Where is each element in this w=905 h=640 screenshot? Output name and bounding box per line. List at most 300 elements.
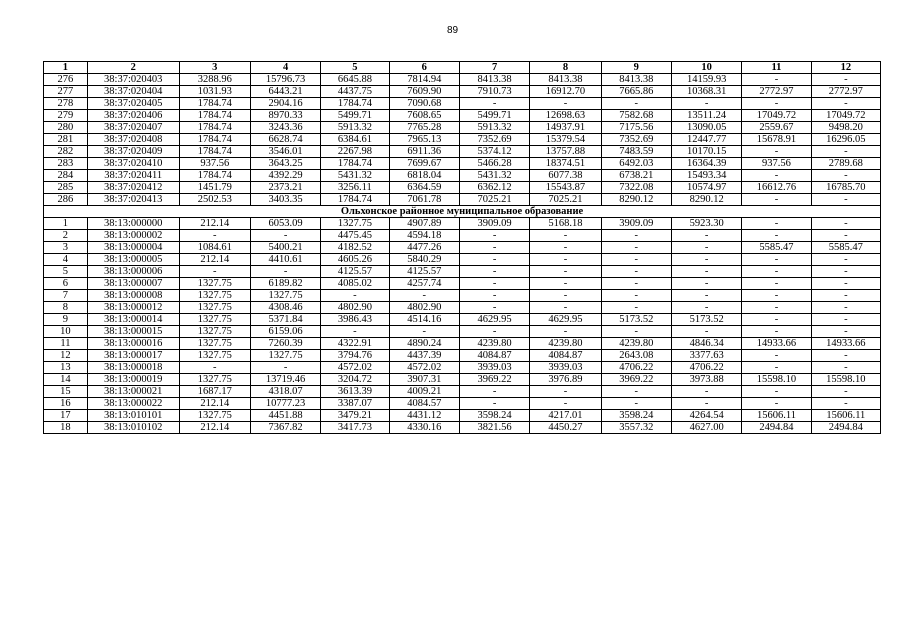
table-cell: 38:37:020411 <box>87 170 179 182</box>
table-cell: 4706.22 <box>671 362 741 374</box>
table-cell: 1784.74 <box>321 194 389 206</box>
table-cell: 4846.34 <box>671 338 741 350</box>
column-header: 4 <box>250 62 320 74</box>
column-header: 9 <box>601 62 671 74</box>
table-cell: 14 <box>44 374 88 386</box>
table-cell: 277 <box>44 86 88 98</box>
table-cell: 7765.28 <box>389 122 459 134</box>
table-cell: 1327.75 <box>321 218 389 230</box>
table-cell: - <box>742 350 811 362</box>
table-cell: - <box>530 398 601 410</box>
table-cell: 15598.10 <box>742 374 811 386</box>
table-cell: 5913.32 <box>321 122 389 134</box>
table-cell: 5173.52 <box>671 314 741 326</box>
table-cell: - <box>742 386 811 398</box>
table-cell: 38:37:020413 <box>87 194 179 206</box>
table-cell: 937.56 <box>742 158 811 170</box>
table-cell: 13757.88 <box>530 146 601 158</box>
table-cell: 6628.74 <box>250 134 320 146</box>
table-cell: 4706.22 <box>601 362 671 374</box>
table-row <box>44 422 881 434</box>
table-cell: 3598.24 <box>601 410 671 422</box>
table-cell: 2559.67 <box>742 122 811 134</box>
table-cell: - <box>530 230 601 242</box>
table-cell: - <box>742 278 811 290</box>
table-cell: - <box>459 398 529 410</box>
table-cell: 13511.24 <box>671 110 741 122</box>
table-cell: - <box>811 302 880 314</box>
table-cell: 5431.32 <box>321 170 389 182</box>
table-row <box>44 242 881 254</box>
table-cell: 5840.29 <box>389 254 459 266</box>
table-cell: 7352.69 <box>459 134 529 146</box>
table-cell: - <box>459 302 529 314</box>
table-cell: - <box>811 194 880 206</box>
table-cell: - <box>811 218 880 230</box>
table-row <box>44 410 881 422</box>
table-cell: - <box>601 398 671 410</box>
table-cell: - <box>459 278 529 290</box>
table-cell: 15 <box>44 386 88 398</box>
table-cell: 1327.75 <box>179 302 250 314</box>
table-cell: 38:37:020412 <box>87 182 179 194</box>
table-cell: 4437.39 <box>389 350 459 362</box>
table-cell: 8 <box>44 302 88 314</box>
table-cell: - <box>742 74 811 86</box>
table-cell: 6053.09 <box>250 218 320 230</box>
table-cell: 38:13:000017 <box>87 350 179 362</box>
table-cell: 2 <box>44 230 88 242</box>
table-cell: 7483.59 <box>601 146 671 158</box>
table-cell: 3986.43 <box>321 314 389 326</box>
table-cell: 3403.35 <box>250 194 320 206</box>
table-cell: 38:13:010102 <box>87 422 179 434</box>
table-cell: - <box>179 230 250 242</box>
table-cell: - <box>530 266 601 278</box>
table-cell: 6384.61 <box>321 134 389 146</box>
table-row <box>44 158 881 170</box>
table-cell: 4084.87 <box>530 350 601 362</box>
table-cell: - <box>742 314 811 326</box>
table-cell: 3557.32 <box>601 422 671 434</box>
table-cell: - <box>742 326 811 338</box>
table-cell: 15379.54 <box>530 134 601 146</box>
table-cell: 7582.68 <box>601 110 671 122</box>
table-cell: - <box>811 170 880 182</box>
table-cell: 7965.13 <box>389 134 459 146</box>
table-cell: 1327.75 <box>179 326 250 338</box>
table-cell: - <box>250 230 320 242</box>
table-cell: 1327.75 <box>179 350 250 362</box>
table-cell: 4308.46 <box>250 302 320 314</box>
table-cell: - <box>742 170 811 182</box>
table-cell: 4392.29 <box>250 170 320 182</box>
table-cell: 3288.96 <box>179 74 250 86</box>
table-cell: 6443.21 <box>250 86 320 98</box>
table-cell: 7061.78 <box>389 194 459 206</box>
table-cell: 4182.52 <box>321 242 389 254</box>
table-cell: 16912.70 <box>530 86 601 98</box>
table-cell: - <box>459 242 529 254</box>
table-cell: 38:13:000019 <box>87 374 179 386</box>
table-row <box>44 302 881 314</box>
table-cell: 8290.12 <box>671 194 741 206</box>
table-row <box>44 338 881 350</box>
table-cell: - <box>530 242 601 254</box>
table-cell: - <box>671 98 741 110</box>
data-table <box>43 61 881 434</box>
table-cell: 3821.56 <box>459 422 529 434</box>
table-cell: 283 <box>44 158 88 170</box>
table-cell: - <box>601 266 671 278</box>
column-header: 2 <box>87 62 179 74</box>
table-row <box>44 326 881 338</box>
table-cell: 4239.80 <box>601 338 671 350</box>
table-cell: - <box>601 242 671 254</box>
table-cell: - <box>601 98 671 110</box>
table-cell: 5173.52 <box>601 314 671 326</box>
table-cell: 10574.97 <box>671 182 741 194</box>
table-cell: 212.14 <box>179 218 250 230</box>
table-cell: 278 <box>44 98 88 110</box>
table-cell: 7322.08 <box>601 182 671 194</box>
table-cell: 6645.88 <box>321 74 389 86</box>
table-cell: - <box>530 290 601 302</box>
table-cell: 3969.22 <box>459 374 529 386</box>
table-cell: 9 <box>44 314 88 326</box>
table-cell: - <box>811 230 880 242</box>
table-cell: 4627.00 <box>671 422 741 434</box>
column-header: 5 <box>321 62 389 74</box>
table-row <box>44 266 881 278</box>
table-cell: 2494.84 <box>742 422 811 434</box>
table-cell: - <box>530 386 601 398</box>
table-cell: 4239.80 <box>530 338 601 350</box>
table-row <box>44 254 881 266</box>
table-cell: 4437.75 <box>321 86 389 98</box>
table-cell: 6818.04 <box>389 170 459 182</box>
table-cell: 7665.86 <box>601 86 671 98</box>
table-cell: - <box>530 254 601 266</box>
table-cell: 10 <box>44 326 88 338</box>
table-row <box>44 230 881 242</box>
table-cell: 2494.84 <box>811 422 880 434</box>
table-cell: 3794.76 <box>321 350 389 362</box>
table-cell: 13 <box>44 362 88 374</box>
table-cell: 282 <box>44 146 88 158</box>
table-cell: 7910.73 <box>459 86 529 98</box>
table-cell: 5400.21 <box>250 242 320 254</box>
table-cell: 2904.16 <box>250 98 320 110</box>
table-cell: 8413.38 <box>530 74 601 86</box>
table-cell: 3909.09 <box>459 218 529 230</box>
table-cell: 7609.90 <box>389 86 459 98</box>
table-cell: 1327.75 <box>179 278 250 290</box>
table-row <box>44 398 881 410</box>
column-header: 3 <box>179 62 250 74</box>
table-row <box>44 110 881 122</box>
table-cell: 5 <box>44 266 88 278</box>
table-cell: 7367.82 <box>250 422 320 434</box>
table-cell: 38:13:000016 <box>87 338 179 350</box>
table-cell: - <box>742 254 811 266</box>
table-cell: 13090.05 <box>671 122 741 134</box>
table-cell: 5499.71 <box>321 110 389 122</box>
table-cell: 5374.12 <box>459 146 529 158</box>
table-cell: 4605.26 <box>321 254 389 266</box>
table-cell: - <box>742 302 811 314</box>
table-cell: - <box>671 290 741 302</box>
table-cell: 3939.03 <box>459 362 529 374</box>
table-cell: 1327.75 <box>179 290 250 302</box>
table-cell: - <box>742 266 811 278</box>
section-row <box>44 206 881 218</box>
table-cell: 3204.72 <box>321 374 389 386</box>
table-cell: - <box>671 302 741 314</box>
table-cell: - <box>742 218 811 230</box>
table-cell: 4907.89 <box>389 218 459 230</box>
table-cell: 38:37:020408 <box>87 134 179 146</box>
table-cell: 7814.94 <box>389 74 459 86</box>
table-cell: 4084.57 <box>389 398 459 410</box>
table-cell: 14159.93 <box>671 74 741 86</box>
table-cell: 7260.39 <box>250 338 320 350</box>
table-cell: 18 <box>44 422 88 434</box>
table-row <box>44 314 881 326</box>
table-cell: 3546.01 <box>250 146 320 158</box>
table-cell: 10170.15 <box>671 146 741 158</box>
table-cell: 38:13:000012 <box>87 302 179 314</box>
table-cell: 1327.75 <box>179 338 250 350</box>
table-cell: - <box>530 278 601 290</box>
table-cell: - <box>742 194 811 206</box>
table-cell: 38:13:000015 <box>87 326 179 338</box>
table-cell: 4477.26 <box>389 242 459 254</box>
table-cell: - <box>459 326 529 338</box>
table-cell: 12698.63 <box>530 110 601 122</box>
table-cell: 4085.02 <box>321 278 389 290</box>
table-cell: - <box>671 398 741 410</box>
table-row <box>44 278 881 290</box>
table-row <box>44 86 881 98</box>
table-cell: 1784.74 <box>321 98 389 110</box>
table-cell: 15678.91 <box>742 134 811 146</box>
table-cell: 5585.47 <box>811 242 880 254</box>
table-cell: 3909.09 <box>601 218 671 230</box>
table-cell: 15493.34 <box>671 170 741 182</box>
table-cell: - <box>811 290 880 302</box>
table-cell: 4594.18 <box>389 230 459 242</box>
table-cell: 4475.45 <box>321 230 389 242</box>
table-cell: 4629.95 <box>459 314 529 326</box>
table-row <box>44 374 881 386</box>
table-cell: 2772.97 <box>811 86 880 98</box>
page-number: 89 <box>446 25 459 36</box>
table-cell: - <box>389 326 459 338</box>
table-cell: - <box>459 230 529 242</box>
table-cell: 4257.74 <box>389 278 459 290</box>
table-cell: - <box>671 254 741 266</box>
table-cell: 16612.76 <box>742 182 811 194</box>
table-cell: - <box>601 254 671 266</box>
table-cell: 38:37:020404 <box>87 86 179 98</box>
table-cell: - <box>601 278 671 290</box>
table-cell: 3969.22 <box>601 374 671 386</box>
table-cell: 7090.68 <box>389 98 459 110</box>
table-row <box>44 74 881 86</box>
table-row <box>44 182 881 194</box>
table-cell: 281 <box>44 134 88 146</box>
table-cell: - <box>811 386 880 398</box>
table-row <box>44 362 881 374</box>
table-cell: 38:37:020403 <box>87 74 179 86</box>
table-cell: 38:37:020406 <box>87 110 179 122</box>
table-cell: 4450.27 <box>530 422 601 434</box>
table-cell: - <box>459 290 529 302</box>
table-cell: 4264.54 <box>671 410 741 422</box>
table-cell: 1784.74 <box>179 98 250 110</box>
table-cell: 13719.46 <box>250 374 320 386</box>
table-cell: 4410.61 <box>250 254 320 266</box>
table-cell: - <box>671 278 741 290</box>
table-cell: 276 <box>44 74 88 86</box>
table-cell: 38:37:020407 <box>87 122 179 134</box>
header-row <box>44 62 881 74</box>
table-row <box>44 350 881 362</box>
table-cell: 4 <box>44 254 88 266</box>
table-cell: 38:13:000000 <box>87 218 179 230</box>
table-cell: 1327.75 <box>250 350 320 362</box>
table-cell: 4629.95 <box>530 314 601 326</box>
table-cell: - <box>671 266 741 278</box>
column-header: 7 <box>459 62 529 74</box>
table-cell: 2502.53 <box>179 194 250 206</box>
table-cell: 3417.73 <box>321 422 389 434</box>
table-cell: 1784.74 <box>179 122 250 134</box>
table-cell: 6362.12 <box>459 182 529 194</box>
table-cell: - <box>459 266 529 278</box>
table-cell: 284 <box>44 170 88 182</box>
table-cell: 1084.61 <box>179 242 250 254</box>
table-cell: 4125.57 <box>389 266 459 278</box>
table-cell: 7 <box>44 290 88 302</box>
table-row <box>44 290 881 302</box>
table-cell: 4802.90 <box>321 302 389 314</box>
table-cell: - <box>321 290 389 302</box>
table-cell: 7699.67 <box>389 158 459 170</box>
table-cell: - <box>811 398 880 410</box>
table-row <box>44 170 881 182</box>
table-cell: 1 <box>44 218 88 230</box>
table-cell: 8290.12 <box>601 194 671 206</box>
table-cell: - <box>811 278 880 290</box>
table-cell: 7025.21 <box>459 194 529 206</box>
table-cell: 3598.24 <box>459 410 529 422</box>
table-cell: - <box>530 302 601 314</box>
table-cell: - <box>671 230 741 242</box>
table-row <box>44 98 881 110</box>
table-cell: 38:13:000006 <box>87 266 179 278</box>
table-row <box>44 194 881 206</box>
table-cell: 1031.93 <box>179 86 250 98</box>
table-cell: 17 <box>44 410 88 422</box>
table-cell: 279 <box>44 110 88 122</box>
table-cell: 3976.89 <box>530 374 601 386</box>
table-cell: 2373.21 <box>250 182 320 194</box>
table-cell: 3907.31 <box>389 374 459 386</box>
table-cell: 16785.70 <box>811 182 880 194</box>
table-cell: 5371.84 <box>250 314 320 326</box>
table-cell: 11 <box>44 338 88 350</box>
table-cell: - <box>601 386 671 398</box>
table-cell: - <box>811 98 880 110</box>
table-cell: 4330.16 <box>389 422 459 434</box>
table-cell: 5168.18 <box>530 218 601 230</box>
table-cell: 2789.68 <box>811 158 880 170</box>
table-cell: 38:13:010101 <box>87 410 179 422</box>
table-cell: - <box>459 254 529 266</box>
table-cell: 7175.56 <box>601 122 671 134</box>
table-cell: 38:13:000007 <box>87 278 179 290</box>
table-cell: 12447.77 <box>671 134 741 146</box>
table-cell: 1784.74 <box>179 170 250 182</box>
table-cell: 8413.38 <box>459 74 529 86</box>
table-cell: - <box>530 98 601 110</box>
table-cell: 4572.02 <box>321 362 389 374</box>
table-cell: 6189.82 <box>250 278 320 290</box>
table-cell: 8413.38 <box>601 74 671 86</box>
table-cell: 6364.59 <box>389 182 459 194</box>
table-cell: 6 <box>44 278 88 290</box>
table-cell: 38:13:000018 <box>87 362 179 374</box>
table-cell: 4802.90 <box>389 302 459 314</box>
table-cell: - <box>671 242 741 254</box>
table-cell: 38:13:000005 <box>87 254 179 266</box>
table-cell: 4125.57 <box>321 266 389 278</box>
table-cell: - <box>179 266 250 278</box>
table-cell: 1327.75 <box>179 374 250 386</box>
table-body <box>44 74 881 434</box>
table-cell: 1327.75 <box>179 410 250 422</box>
table-cell: 1327.75 <box>250 290 320 302</box>
table-cell: 18374.51 <box>530 158 601 170</box>
table-cell: - <box>601 290 671 302</box>
table-cell: 38:13:000014 <box>87 314 179 326</box>
table-cell: 4084.87 <box>459 350 529 362</box>
table-cell: 4322.91 <box>321 338 389 350</box>
table-cell: 15606.11 <box>742 410 811 422</box>
table-cell: 6492.03 <box>601 158 671 170</box>
table-cell: - <box>811 266 880 278</box>
table-cell: 1784.74 <box>179 110 250 122</box>
table-cell: 14937.91 <box>530 122 601 134</box>
table-cell: 10777.23 <box>250 398 320 410</box>
table-cell: 6077.38 <box>530 170 601 182</box>
table-cell: 4009.21 <box>389 386 459 398</box>
table-cell: 212.14 <box>179 422 250 434</box>
table-cell: 3256.11 <box>321 182 389 194</box>
table-cell: 5499.71 <box>459 110 529 122</box>
section-title: Ольхонское районное муниципальное образование <box>44 206 881 218</box>
column-header: 8 <box>530 62 601 74</box>
table-cell: 5585.47 <box>742 242 811 254</box>
table-cell: 16296.05 <box>811 134 880 146</box>
table-cell: 9498.20 <box>811 122 880 134</box>
table-cell: 38:37:020410 <box>87 158 179 170</box>
table-cell: 7352.69 <box>601 134 671 146</box>
table-cell: 6911.36 <box>389 146 459 158</box>
table-cell: 38:13:000002 <box>87 230 179 242</box>
